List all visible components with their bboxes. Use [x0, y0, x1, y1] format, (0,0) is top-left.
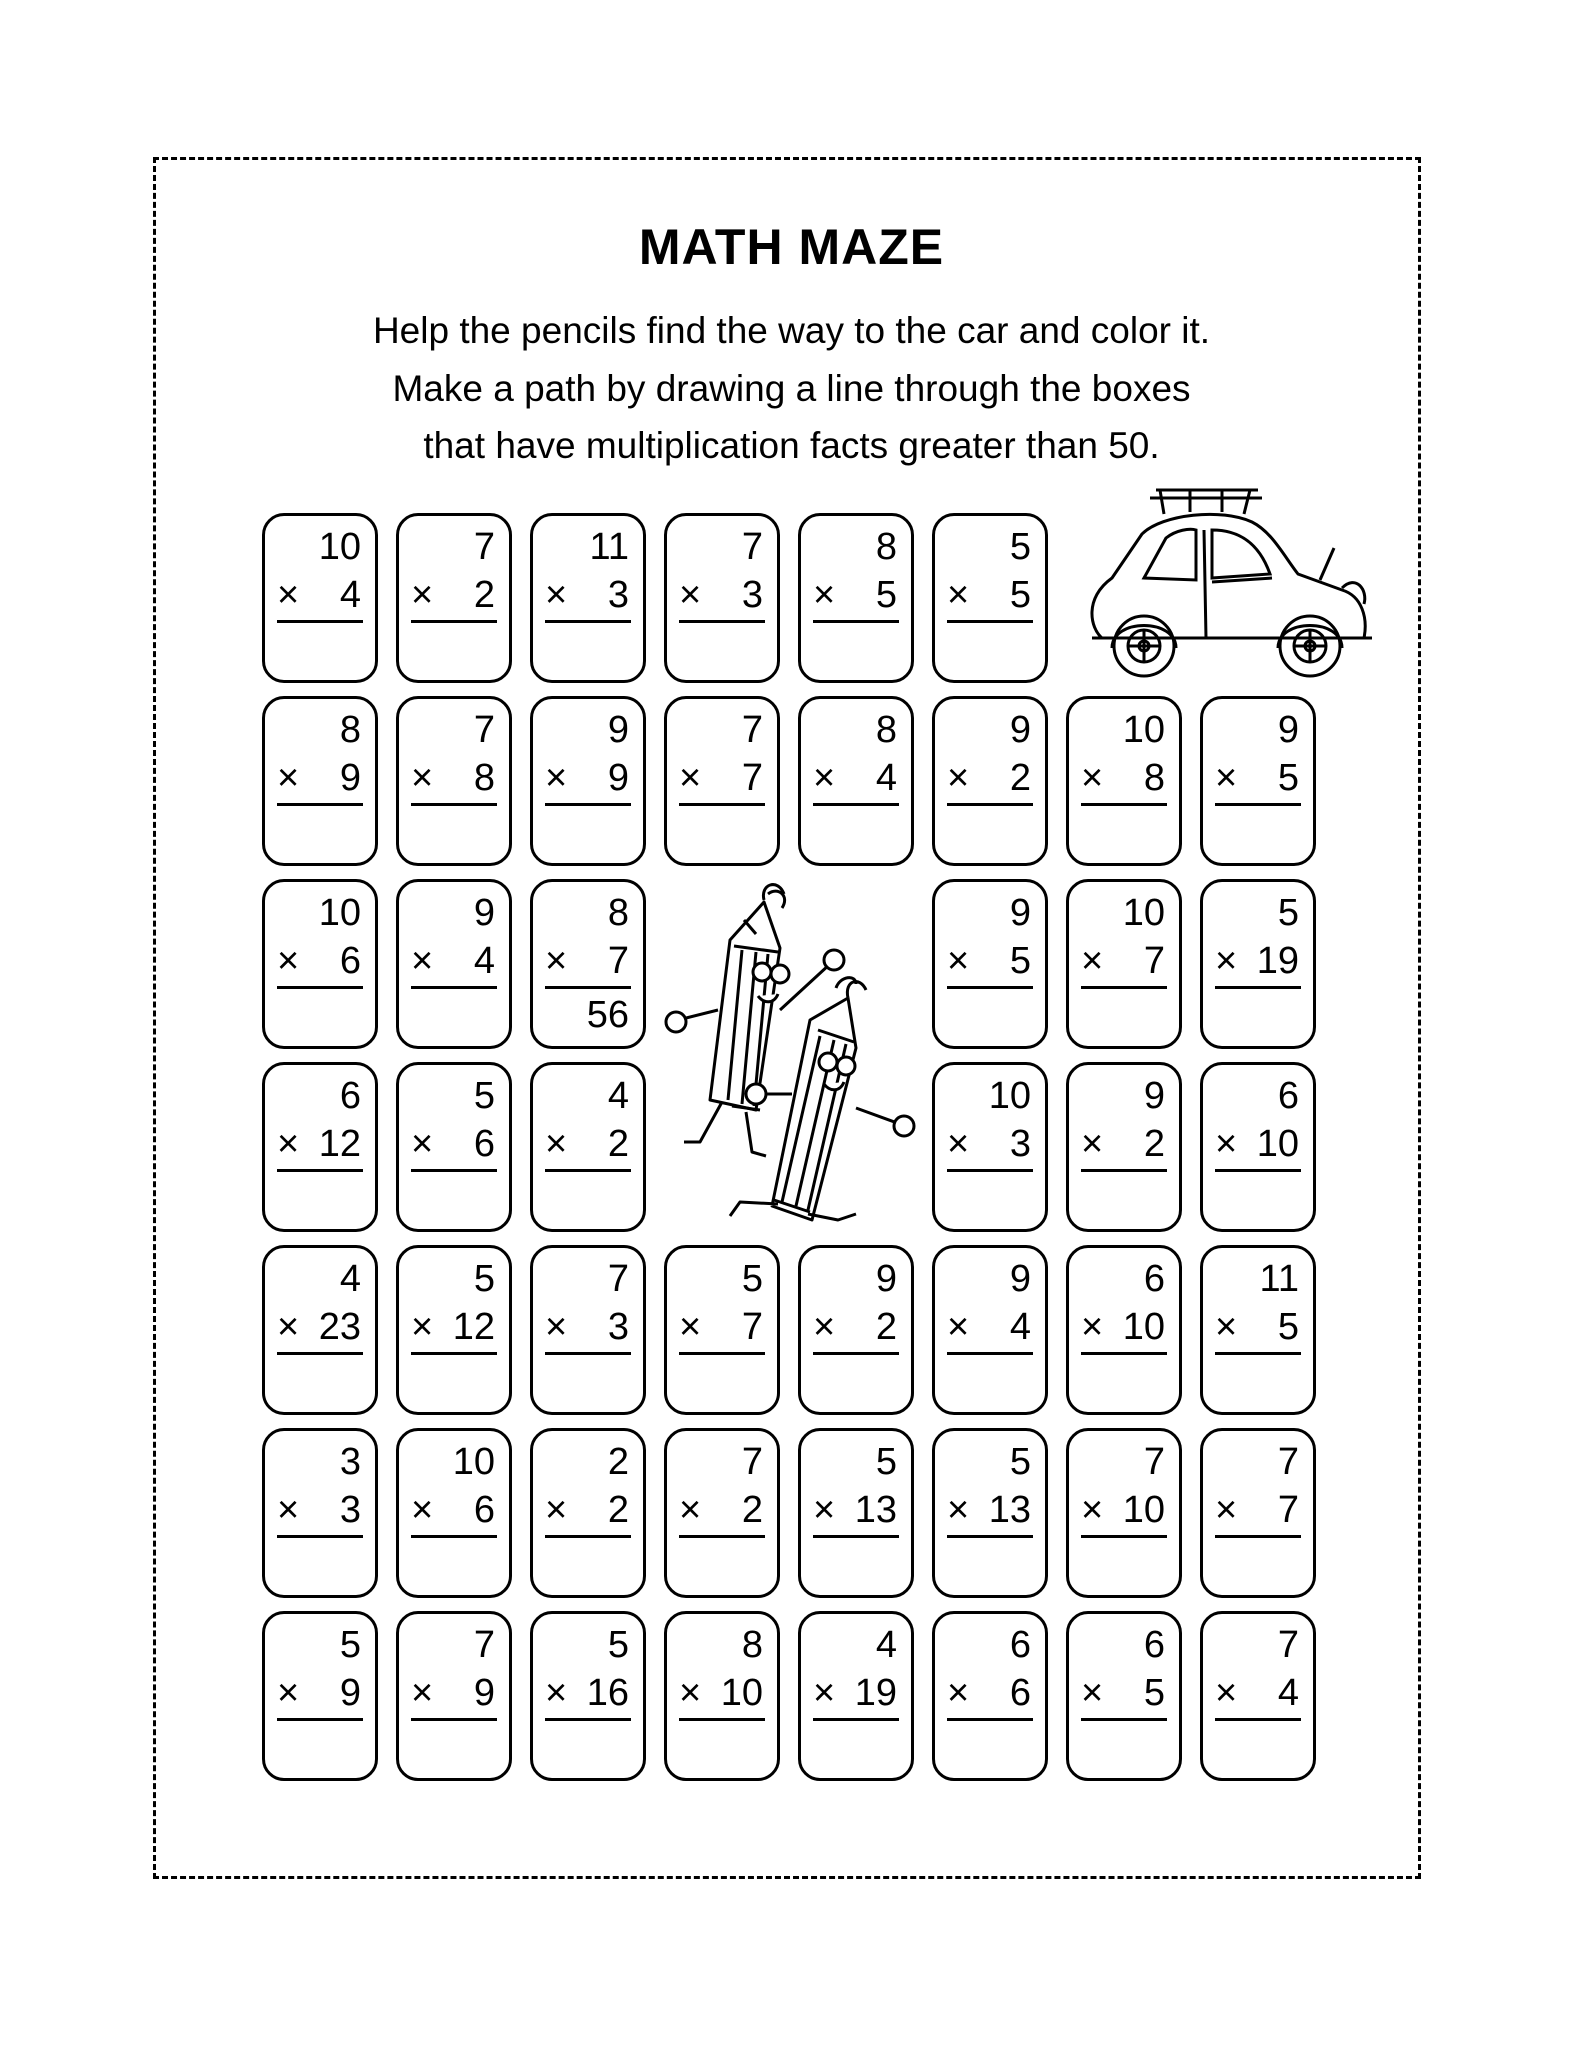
multiplicand: 5 [1277, 892, 1299, 934]
times-symbol: × [1081, 757, 1104, 799]
multiplier: 5 [875, 574, 897, 616]
multiplicand: 4 [339, 1258, 361, 1300]
maze-cell[interactable] [664, 1611, 780, 1781]
multiplier: 4 [1277, 1672, 1299, 1714]
maze-cell[interactable] [1066, 1245, 1182, 1415]
multiplicand: 4 [607, 1075, 629, 1117]
maze-cell[interactable] [932, 1062, 1048, 1232]
multiplier: 7 [1277, 1489, 1299, 1531]
maze-cell[interactable] [530, 696, 646, 866]
multiplier-line [277, 1306, 363, 1355]
times-symbol: × [813, 1306, 836, 1348]
multiplier: 6 [339, 940, 361, 982]
maze-cell[interactable] [396, 1062, 512, 1232]
car-illustration [1072, 478, 1380, 690]
multiplicand: 7 [473, 526, 495, 568]
multiplier: 2 [1143, 1123, 1165, 1165]
maze-cell[interactable] [262, 513, 378, 683]
multiplicand: 7 [1277, 1624, 1299, 1666]
times-symbol: × [277, 1123, 300, 1165]
multiplier-line [545, 1123, 631, 1172]
maze-cell[interactable] [664, 696, 780, 866]
times-symbol: × [947, 1123, 970, 1165]
multiplier-line [679, 1672, 765, 1721]
multiplier-line [679, 1489, 765, 1538]
multiplicand: 7 [607, 1258, 629, 1300]
multiplier-line [545, 757, 631, 806]
multiplier-line [947, 757, 1033, 806]
product-answer: 56 [586, 994, 629, 1036]
multiplicand: 7 [473, 709, 495, 751]
maze-cell[interactable] [1066, 1062, 1182, 1232]
multiplicand: 9 [875, 1258, 897, 1300]
times-symbol: × [545, 1672, 568, 1714]
multiplicand: 7 [741, 709, 763, 751]
times-symbol: × [411, 1123, 434, 1165]
maze-cell[interactable] [1200, 1245, 1316, 1415]
multiplier: 9 [339, 757, 361, 799]
multiplicand: 10 [988, 1075, 1031, 1117]
multiplicand: 5 [1009, 1441, 1031, 1483]
times-symbol: × [813, 1672, 836, 1714]
maze-cell[interactable] [798, 513, 914, 683]
times-symbol: × [1215, 1306, 1238, 1348]
maze-cell[interactable] [530, 1245, 646, 1415]
multiplicand: 6 [1143, 1624, 1165, 1666]
multiplicand: 6 [1009, 1624, 1031, 1666]
times-symbol: × [813, 1489, 836, 1531]
multiplicand: 7 [741, 1441, 763, 1483]
times-symbol: × [947, 1672, 970, 1714]
multiplier: 5 [1143, 1672, 1165, 1714]
multiplier: 7 [741, 1306, 763, 1348]
multiplicand: 5 [473, 1075, 495, 1117]
multiplier: 3 [607, 574, 629, 616]
maze-cell[interactable] [932, 879, 1048, 1049]
multiplier-line [1215, 1306, 1301, 1355]
maze-cell[interactable] [396, 1611, 512, 1781]
maze-cell[interactable] [396, 513, 512, 683]
multiplicand: 6 [339, 1075, 361, 1117]
multiplier: 10 [720, 1672, 763, 1714]
multiplicand: 11 [1259, 1258, 1299, 1300]
multiplicand: 6 [1143, 1258, 1165, 1300]
times-symbol: × [947, 757, 970, 799]
multiplicand: 5 [473, 1258, 495, 1300]
times-symbol: × [813, 757, 836, 799]
maze-cell[interactable] [262, 1428, 378, 1598]
multiplier-line [1081, 757, 1167, 806]
multiplier: 12 [452, 1306, 495, 1348]
multiplier-line [947, 1672, 1033, 1721]
maze-cell[interactable] [262, 696, 378, 866]
multiplier-line [1081, 1672, 1167, 1721]
times-symbol: × [679, 574, 702, 616]
maze-cell[interactable] [396, 879, 512, 1049]
multiplier-line [1215, 757, 1301, 806]
maze-cell[interactable] [1200, 1062, 1316, 1232]
multiplicand: 11 [589, 526, 629, 568]
maze-cell[interactable] [262, 1245, 378, 1415]
times-symbol: × [411, 1306, 434, 1348]
multiplier: 2 [741, 1489, 763, 1531]
times-symbol: × [277, 940, 300, 982]
multiplier: 2 [473, 574, 495, 616]
instruction-line-1: Help the pencils find the way to the car and color it. [372, 310, 1211, 351]
times-symbol: × [1215, 757, 1238, 799]
multiplier-line [813, 1306, 899, 1355]
maze-cell[interactable] [1066, 1611, 1182, 1781]
multiplicand: 9 [607, 709, 629, 751]
multiplier: 8 [1143, 757, 1165, 799]
multiplier-line [411, 1672, 497, 1721]
maze-cell[interactable] [530, 1062, 646, 1232]
maze-cell[interactable] [530, 1428, 646, 1598]
multiplier-line [277, 1123, 363, 1172]
maze-cell[interactable] [1066, 879, 1182, 1049]
multiplier-line [545, 574, 631, 623]
multiplicand: 8 [875, 526, 897, 568]
multiplier-line [947, 1306, 1033, 1355]
maze-cell[interactable] [1200, 1428, 1316, 1598]
multiplier-line [1081, 1306, 1167, 1355]
times-symbol: × [277, 1306, 300, 1348]
maze-cell[interactable] [1066, 696, 1182, 866]
multiplier-line [411, 757, 497, 806]
multiplier-line [545, 940, 631, 989]
maze-cell[interactable] [664, 1428, 780, 1598]
multiplicand: 8 [875, 709, 897, 751]
multiplier: 3 [607, 1306, 629, 1348]
pencils-illustration [660, 880, 940, 1230]
maze-cell[interactable] [798, 1428, 914, 1598]
times-symbol: × [545, 940, 568, 982]
instruction-line-2: Make a path by drawing a line through the boxes [392, 368, 1191, 409]
multiplier: 7 [741, 757, 763, 799]
maze-cell[interactable] [530, 513, 646, 683]
multiplier-line [277, 1489, 363, 1538]
multiplier-line [277, 574, 363, 623]
multiplier-line [411, 1489, 497, 1538]
maze-cell[interactable] [798, 1611, 914, 1781]
multiplier-line [277, 757, 363, 806]
times-symbol: × [277, 574, 300, 616]
multiplicand: 6 [1277, 1075, 1299, 1117]
maze-cell[interactable] [530, 1611, 646, 1781]
multiplier-line [1081, 1123, 1167, 1172]
multiplicand: 9 [1009, 709, 1031, 751]
multiplier: 23 [318, 1306, 361, 1348]
multiplicand: 9 [1009, 892, 1031, 934]
multiplier: 13 [854, 1489, 897, 1531]
page-title: MATH MAZE [638, 219, 945, 275]
multiplicand: 9 [1009, 1258, 1031, 1300]
maze-cell[interactable] [1200, 879, 1316, 1049]
multiplier: 6 [1009, 1672, 1031, 1714]
multiplier: 9 [607, 757, 629, 799]
multiplicand: 7 [1277, 1441, 1299, 1483]
multiplicand: 5 [607, 1624, 629, 1666]
times-symbol: × [411, 757, 434, 799]
multiplier-line [1081, 1489, 1167, 1538]
maze-cell[interactable] [530, 879, 646, 1049]
multiplier: 2 [875, 1306, 897, 1348]
multiplier-line [947, 1123, 1033, 1172]
multiplier: 13 [988, 1489, 1031, 1531]
times-symbol: × [277, 757, 300, 799]
times-symbol: × [679, 1672, 702, 1714]
multiplier-line [545, 1489, 631, 1538]
maze-cell[interactable] [932, 1611, 1048, 1781]
multiplier: 9 [473, 1672, 495, 1714]
times-symbol: × [1081, 1672, 1104, 1714]
maze-cell[interactable] [396, 1428, 512, 1598]
maze-cell[interactable] [932, 513, 1048, 683]
multiplier: 2 [607, 1489, 629, 1531]
maze-cell[interactable] [1066, 1428, 1182, 1598]
multiplier: 5 [1277, 757, 1299, 799]
multiplier: 3 [1009, 1123, 1031, 1165]
multiplicand: 7 [473, 1624, 495, 1666]
multiplier: 7 [1143, 940, 1165, 982]
times-symbol: × [1081, 940, 1104, 982]
multiplier: 4 [473, 940, 495, 982]
multiplier: 4 [1009, 1306, 1031, 1348]
times-symbol: × [411, 1489, 434, 1531]
maze-cell[interactable] [664, 1245, 780, 1415]
multiplier: 10 [1256, 1123, 1299, 1165]
maze-cell[interactable] [396, 1245, 512, 1415]
maze-cell[interactable] [262, 1062, 378, 1232]
multiplier-line [813, 1672, 899, 1721]
multiplier-line [411, 1306, 497, 1355]
multiplier: 10 [1122, 1489, 1165, 1531]
times-symbol: × [947, 940, 970, 982]
times-symbol: × [277, 1672, 300, 1714]
multiplicand: 10 [1122, 709, 1165, 751]
multiplicand: 10 [318, 526, 361, 568]
multiplicand: 8 [607, 892, 629, 934]
times-symbol: × [1215, 1123, 1238, 1165]
times-symbol: × [277, 1489, 300, 1531]
maze-cell[interactable] [1200, 1611, 1316, 1781]
multiplicand: 9 [473, 892, 495, 934]
maze-cell[interactable] [262, 1611, 378, 1781]
multiplier: 3 [741, 574, 763, 616]
maze-cell[interactable] [932, 1245, 1048, 1415]
times-symbol: × [411, 574, 434, 616]
multiplicand: 10 [1122, 892, 1165, 934]
multiplier-line [1215, 1489, 1301, 1538]
times-symbol: × [1081, 1306, 1104, 1348]
maze-cell[interactable] [932, 696, 1048, 866]
multiplier-line [277, 1672, 363, 1721]
times-symbol: × [679, 1489, 702, 1531]
multiplier-line [947, 574, 1033, 623]
multiplier-line [1081, 940, 1167, 989]
multiplier: 3 [339, 1489, 361, 1531]
times-symbol: × [1215, 1489, 1238, 1531]
multiplier-line [411, 574, 497, 623]
multiplier-line [545, 1306, 631, 1355]
multiplier: 6 [473, 1123, 495, 1165]
multiplicand: 10 [452, 1441, 495, 1483]
multiplicand: 7 [1143, 1441, 1165, 1483]
multiplier-line [679, 1306, 765, 1355]
times-symbol: × [947, 1489, 970, 1531]
times-symbol: × [545, 1306, 568, 1348]
multiplier-line [947, 1489, 1033, 1538]
maze-cell[interactable] [1200, 696, 1316, 866]
maze-cell[interactable] [932, 1428, 1048, 1598]
multiplicand: 10 [318, 892, 361, 934]
times-symbol: × [1081, 1123, 1104, 1165]
times-symbol: × [411, 1672, 434, 1714]
multiplier: 10 [1122, 1306, 1165, 1348]
multiplier-line [411, 1123, 497, 1172]
times-symbol: × [813, 574, 836, 616]
multiplicand: 5 [875, 1441, 897, 1483]
multiplicand: 3 [339, 1441, 361, 1483]
multiplier-line [1215, 1123, 1301, 1172]
multiplicand: 5 [1009, 526, 1031, 568]
maze-cell[interactable] [798, 1245, 914, 1415]
multiplicand: 9 [1277, 709, 1299, 751]
multiplier-line [813, 757, 899, 806]
maze-cell[interactable] [664, 513, 780, 683]
multiplier-line [813, 1489, 899, 1538]
multiplier: 2 [1009, 757, 1031, 799]
multiplier: 5 [1009, 940, 1031, 982]
times-symbol: × [1215, 1672, 1238, 1714]
times-symbol: × [545, 1489, 568, 1531]
multiplier-line [1215, 940, 1301, 989]
multiplier: 2 [607, 1123, 629, 1165]
multiplier-line [1215, 1672, 1301, 1721]
instruction-line-3: that have multiplication facts greater than 50. [423, 425, 1160, 466]
multiplier: 5 [1277, 1306, 1299, 1348]
times-symbol: × [679, 1306, 702, 1348]
multiplier: 12 [318, 1123, 361, 1165]
times-symbol: × [1215, 940, 1238, 982]
multiplier-line [545, 1672, 631, 1721]
maze-cell[interactable] [262, 879, 378, 1049]
multiplier: 8 [473, 757, 495, 799]
multiplier-line [411, 940, 497, 989]
multiplier-line [277, 940, 363, 989]
multiplier: 9 [339, 1672, 361, 1714]
times-symbol: × [947, 1306, 970, 1348]
multiplier: 4 [339, 574, 361, 616]
times-symbol: × [545, 1123, 568, 1165]
multiplier: 19 [1256, 940, 1299, 982]
multiplicand: 7 [741, 526, 763, 568]
multiplier: 4 [875, 757, 897, 799]
multiplicand: 2 [607, 1441, 629, 1483]
times-symbol: × [411, 940, 434, 982]
multiplier-line [679, 574, 765, 623]
multiplier-line [947, 940, 1033, 989]
multiplicand: 5 [339, 1624, 361, 1666]
multiplier: 19 [854, 1672, 897, 1714]
times-symbol: × [947, 574, 970, 616]
multiplicand: 4 [875, 1624, 897, 1666]
multiplier-line [679, 757, 765, 806]
multiplicand: 8 [339, 709, 361, 751]
multiplier: 5 [1009, 574, 1031, 616]
times-symbol: × [545, 757, 568, 799]
multiplicand: 5 [741, 1258, 763, 1300]
multiplier: 16 [586, 1672, 629, 1714]
maze-cell[interactable] [396, 696, 512, 866]
multiplicand: 8 [741, 1624, 763, 1666]
multiplier: 7 [607, 940, 629, 982]
times-symbol: × [1081, 1489, 1104, 1531]
multiplicand: 9 [1143, 1075, 1165, 1117]
maze-cell[interactable] [798, 696, 914, 866]
times-symbol: × [545, 574, 568, 616]
multiplier: 6 [473, 1489, 495, 1531]
times-symbol: × [679, 757, 702, 799]
multiplier-line [813, 574, 899, 623]
